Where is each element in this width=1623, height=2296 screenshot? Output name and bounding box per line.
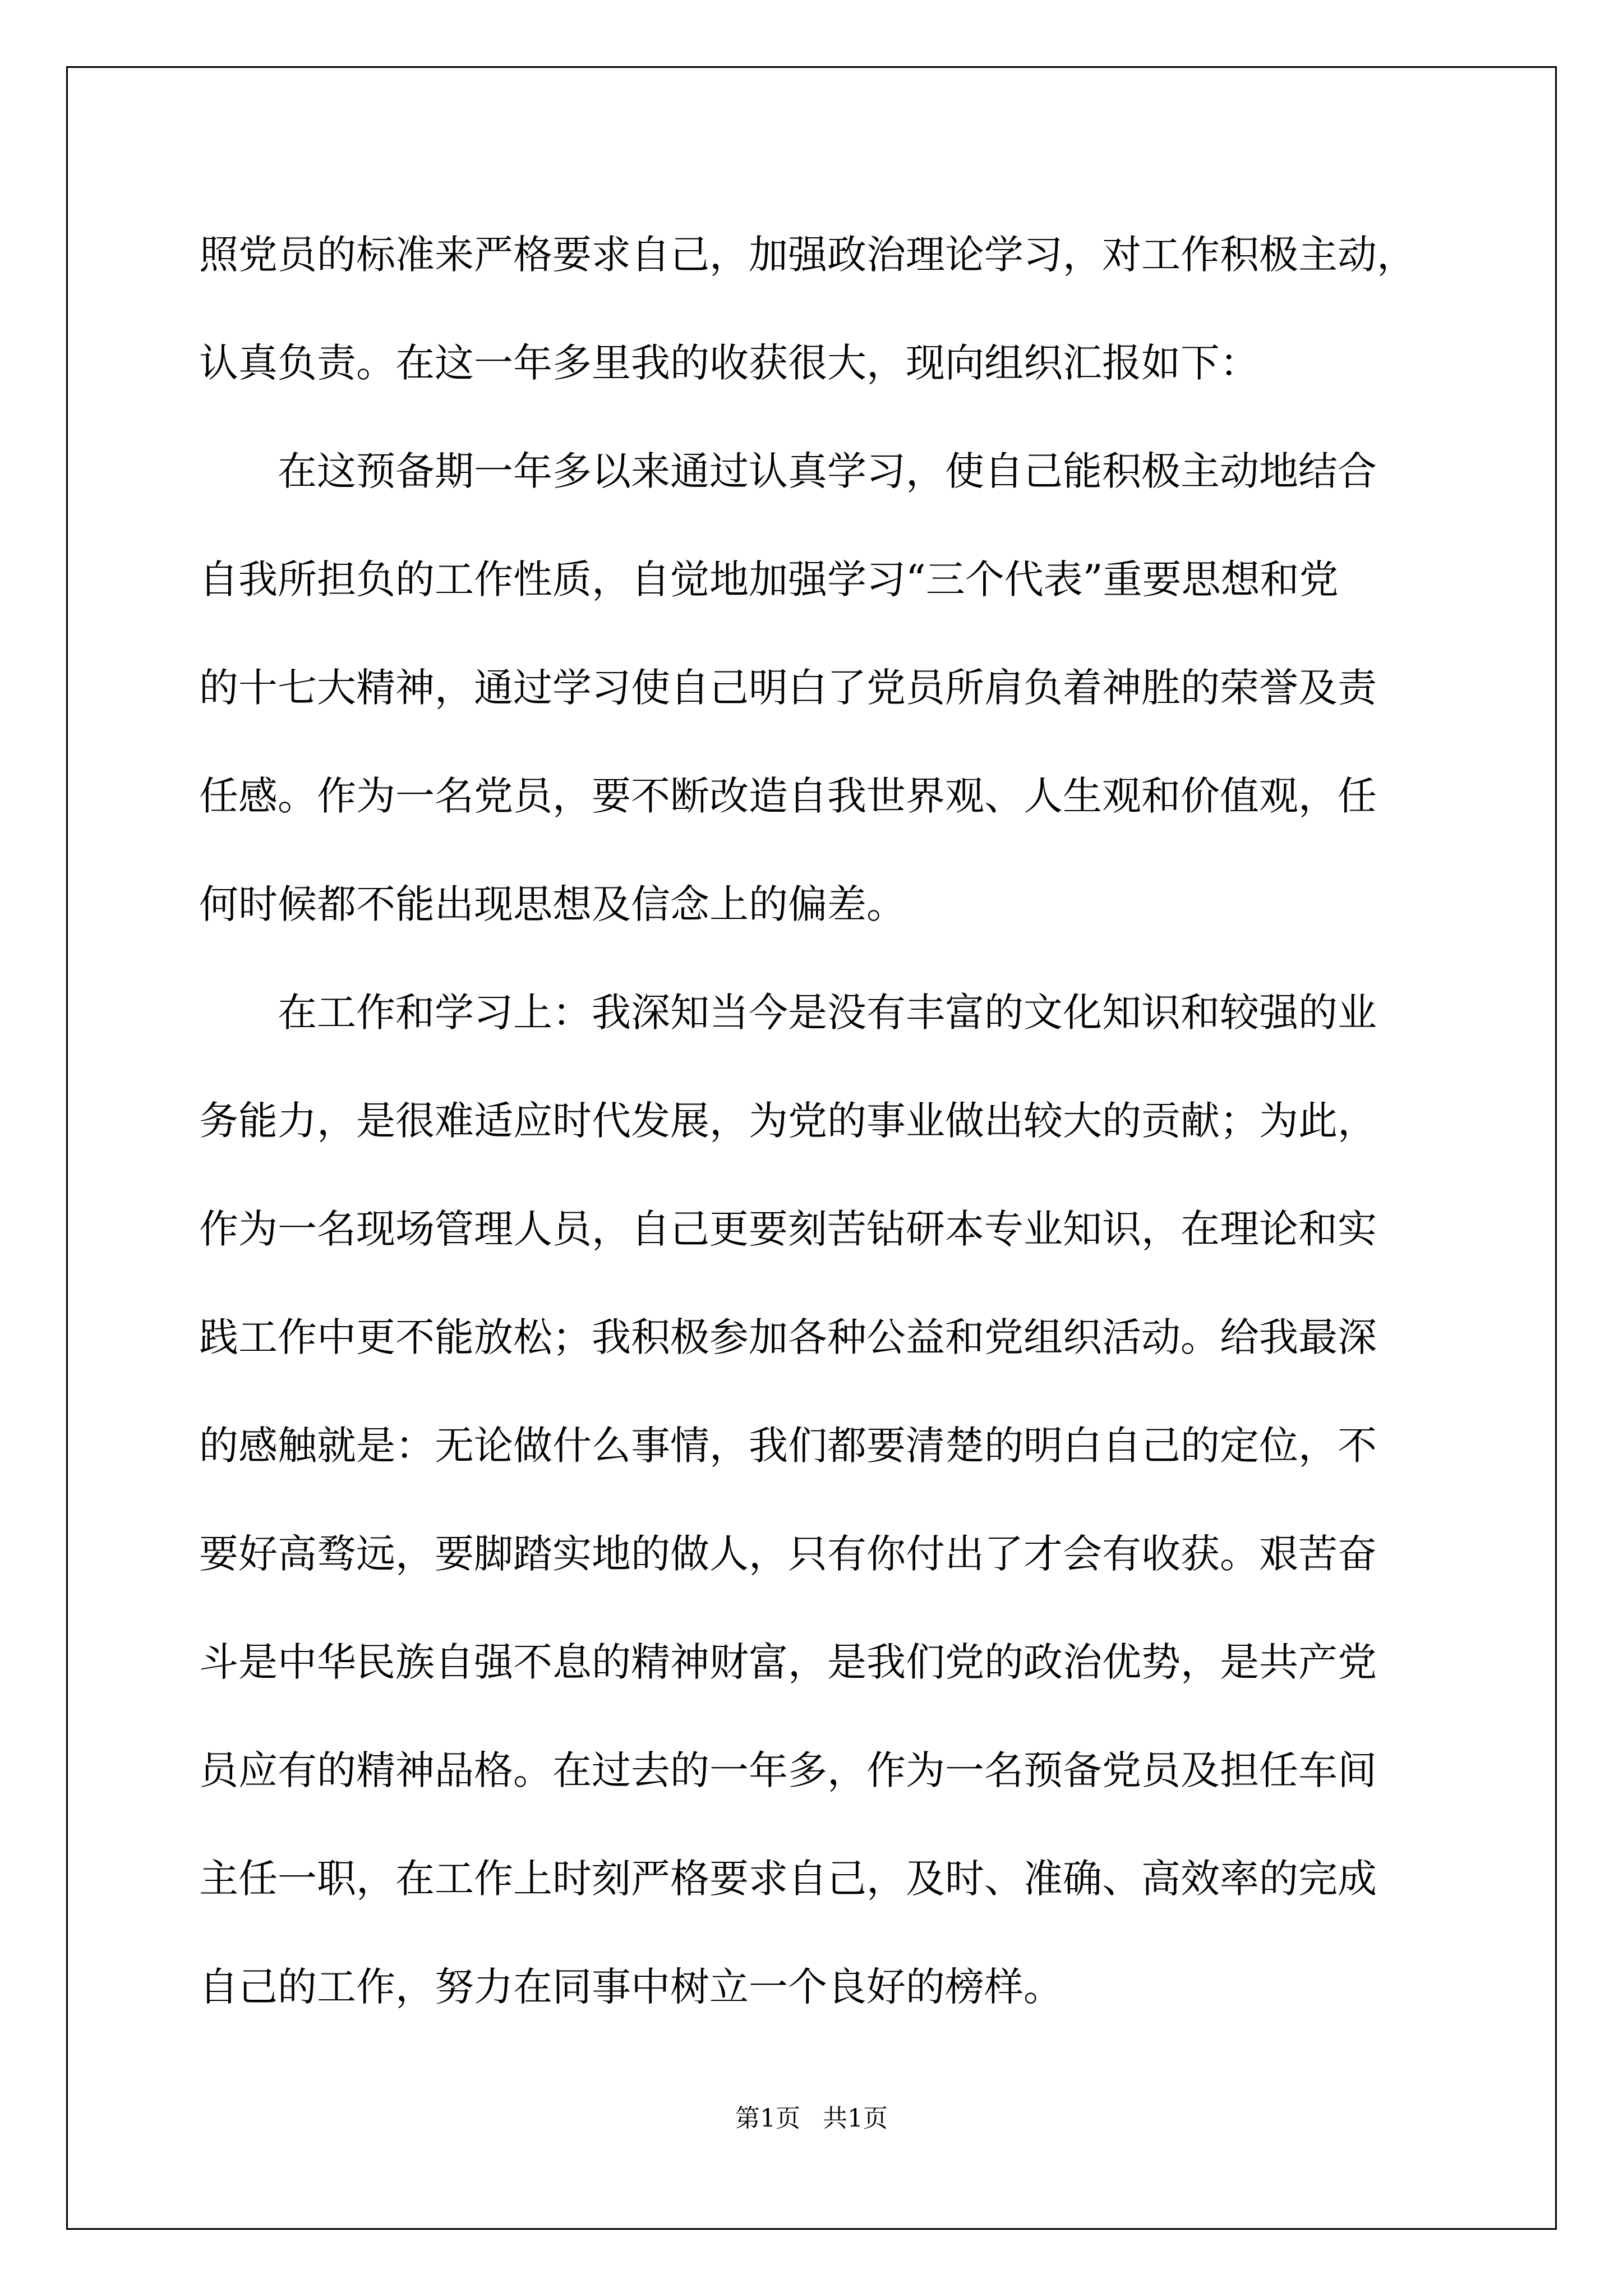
- text-line: 任感。作为一名党员，要不断改造自我世界观、人生观和价值观，任: [199, 773, 1377, 819]
- text-line: 自己的工作，努力在同事中树立一个良好的榜样。: [199, 1964, 1063, 2010]
- text-line: 斗是中华民族自强不息的精神财富，是我们党的政治优势，是共产党: [199, 1639, 1377, 1685]
- text-line: 践工作中更不能放松；我积极参加各种公益和党组织活动。给我最深: [199, 1314, 1377, 1360]
- text-line: 的十七大精神，通过学习使自己明白了党员所肩负着神胜的荣誉及责: [199, 665, 1377, 711]
- text-line: 作为一名现场管理人员，自己更要刻苦钻研本专业知识，在理论和实: [199, 1206, 1377, 1252]
- text-line: 务能力，是很难适应时代发展，为党的事业做出较大的贡献；为此，: [199, 1098, 1377, 1144]
- text-line: 的感触就是：无论做什么事情，我们都要清楚的明白自己的定位，不: [199, 1423, 1377, 1469]
- page-number-total: 共1页: [823, 2104, 888, 2133]
- text-line: 照党员的标准来严格要求自己，加强政治理论学习，对工作积极主动，: [199, 232, 1416, 278]
- page-footer: [0, 2098, 1623, 2134]
- text-line: 要好高骛远，要脚踏实地的做人，只有你付出了才会有收获。艰苦奋: [199, 1531, 1377, 1577]
- text-line: 在工作和学习上：我深知当今是没有丰富的文化知识和较强的业: [199, 990, 1377, 1036]
- page-number-current: 第1页: [735, 2104, 800, 2133]
- text-line: 认真负责。在这一年多里我的收获很大，现向组织汇报如下：: [199, 340, 1259, 386]
- text-line: 在这预备期一年多以来通过认真学习，使自己能积极主动地结合: [199, 448, 1377, 494]
- text-line: 自我所担负的工作性质，自觉地加强学习“三个代表”重要思想和党: [199, 556, 1339, 602]
- text-line: 主任一职，在工作上时刻严格要求自己，及时、准确、高效率的完成: [199, 1856, 1377, 1902]
- text-line: 员应有的精神品格。在过去的一年多，作为一名预备党员及担任车间: [199, 1747, 1377, 1793]
- text-line: 何时候都不能出现思想及信念上的偏差。: [199, 881, 906, 927]
- document-body: [199, 201, 1461, 2041]
